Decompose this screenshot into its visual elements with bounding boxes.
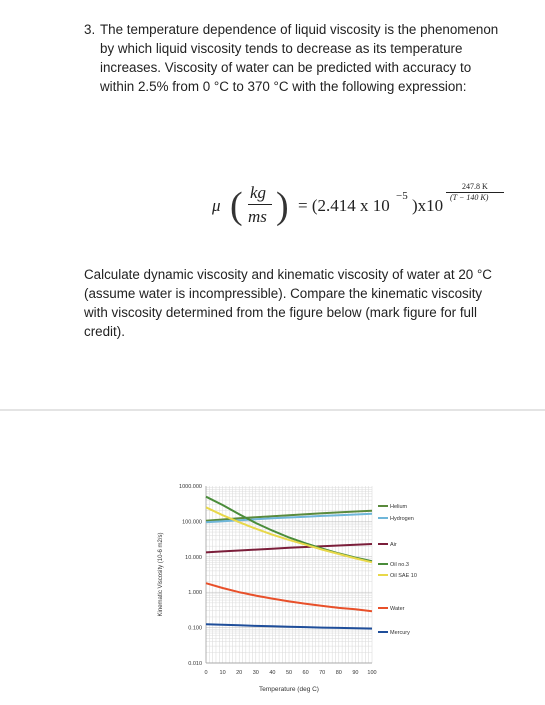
legend-label-water: Water [390, 606, 405, 612]
eq-exp-denominator: (T − 140 K) [450, 193, 489, 202]
question-block [84, 20, 504, 96]
y-tick-label: 10.000 [185, 554, 202, 561]
x-tick-label: 90 [352, 670, 359, 676]
x-tick-label: 60 [302, 670, 309, 676]
eq-rhs-mid: )x10 [412, 196, 444, 215]
eq-lhs-denominator: ms [248, 207, 267, 226]
viscosity-equation [200, 180, 530, 230]
y-tick-label: 0.010 [188, 661, 202, 667]
eq-left-paren: ( [230, 185, 243, 227]
y-tick-label: 1000.000 [179, 484, 202, 490]
y-tick-label: 100.000 [182, 519, 202, 526]
eq-mu: μ [212, 196, 221, 215]
eq-rhs-exponent: −5 [396, 190, 408, 202]
eq-rhs: = (2.414 x 10 [298, 196, 390, 215]
x-tick-label: 0 [204, 670, 208, 676]
viscosity-chart [150, 470, 545, 700]
y-tick-label: 1.000 [188, 590, 202, 597]
x-axis-label: Temperature (deg C) [259, 686, 319, 693]
x-tick-label: 100 [367, 670, 377, 676]
legend-label-hydrogen: Hydrogen [390, 516, 414, 522]
question-text: The temperature dependence of liquid viscosity is the phenomenon by which liquid viscosity tends to decrease as its temperature increases. Viscosity of water can be predicted with accuracy to within 2.5% from 0 °C to 370 °C with the following expression: [100, 22, 499, 94]
x-tick-label: 10 [219, 670, 226, 676]
eq-right-paren: ) [276, 185, 289, 227]
x-tick-label: 30 [252, 670, 259, 676]
x-tick-label: 50 [285, 670, 293, 676]
legend-label-air: Air [390, 542, 397, 548]
x-tick-label: 20 [236, 670, 243, 676]
x-tick-label: 80 [335, 670, 342, 676]
eq-lhs-numerator: kg [250, 183, 267, 202]
eq-exp-numerator: 247.8 K [462, 182, 488, 191]
y-axis-label: Kinematic Viscosity (10-6 m2/s) [158, 532, 164, 617]
chart-svg [150, 470, 545, 700]
question-number: 3. [84, 22, 96, 37]
legend-label-oil-sae-10: Oil SAE 10 [390, 573, 417, 579]
calculation-text: Calculate dynamic viscosity and kinematic viscosity of water at 20 °C (assume water is incompressible). Compare the kinematic viscosity with viscosity determined from the figure below (mark figure for full credit). [84, 267, 492, 339]
y-tick-label: 0.100 [188, 625, 202, 632]
divider [0, 409, 545, 411]
x-tick-label: 40 [269, 670, 276, 676]
legend-label-oil-no-3: Oil no.3 [390, 562, 409, 568]
legend-label-mercury: Mercury [390, 630, 410, 636]
x-tick-label: 70 [319, 670, 326, 676]
eq-fraction-bar [248, 204, 272, 205]
legend-label-helium: Helium [390, 504, 408, 510]
